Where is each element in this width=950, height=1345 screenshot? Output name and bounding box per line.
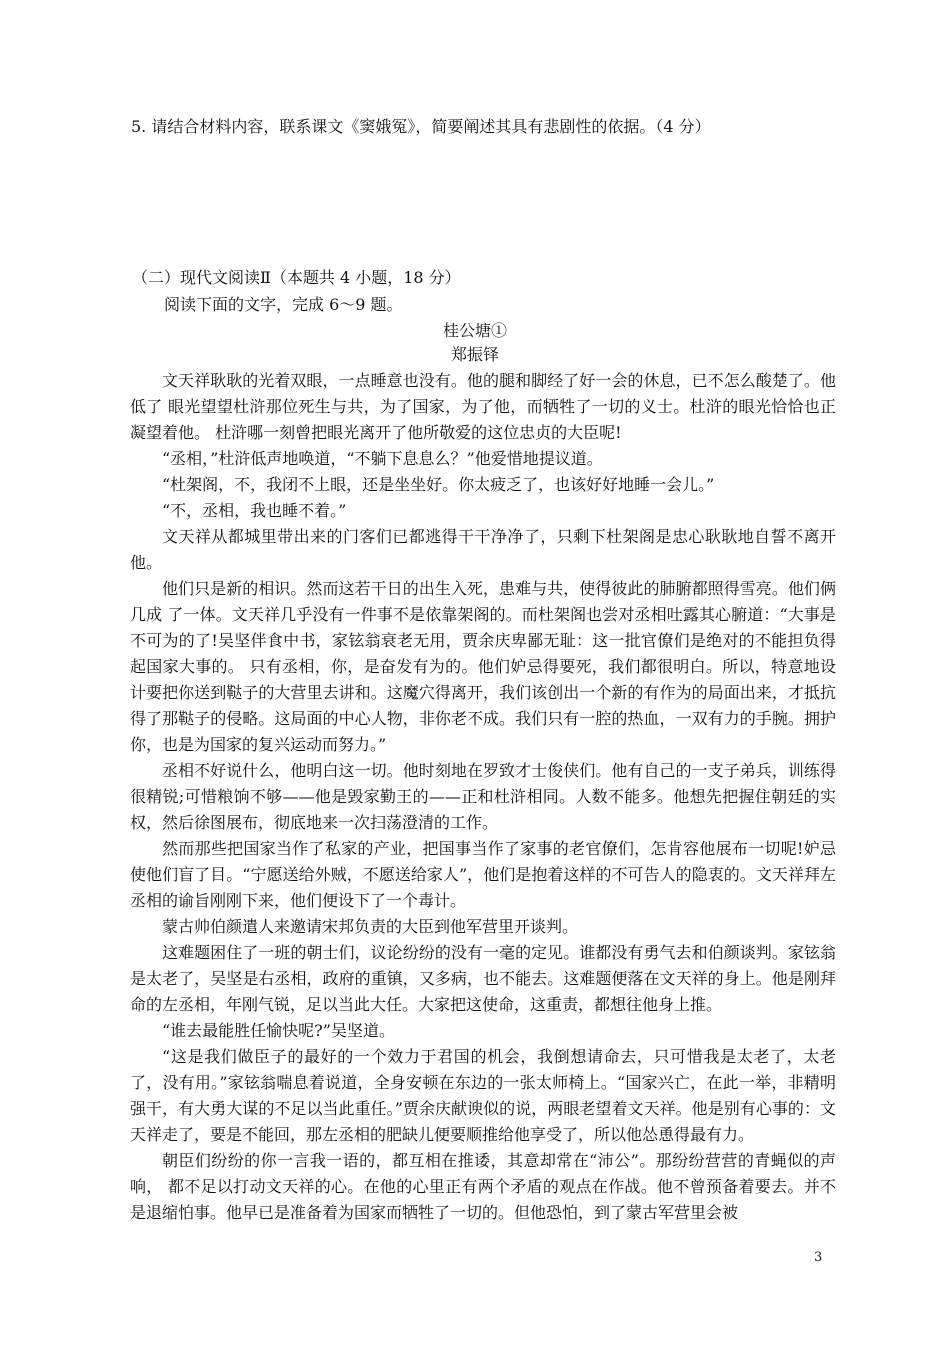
section-instruction: 阅读下面的文字，完成 6～9 题。 [164, 295, 403, 314]
paragraph-1: 文天祥耿耿的光着双眼，一点睡意也没有。他的腿和脚经了好一会的休息，已不怎么酸楚了。他低了 眼光望望杜浒那位死生与共，为了国家，为了他，而牺牲了一切的义士。杜浒的眼光恰恰也正凝望着他。 杜浒哪一刻曾把眼光离开了他所敬爱的这位忠贞的大臣呢! [130, 371, 836, 442]
paragraph-2: “丞相，”杜浒低声地唤道，“不躺下息息么？”他爱惜地提议道。 [162, 449, 603, 468]
paragraph-12: “这是我们做臣子的最好的一个效力于君国的机会，我倒想请命去，只可惜我是太老了，太老了，没有用。”家铉翁喘息着说道，全身安顿在东边的一张太师椅上。“国家兴亡，在此一举，非精明强干，有大勇大谋的不足以当此重任。”贾余庆献谀似的说，两眼老望着文天祥。他是别有心事的：文天祥走了，要是不能回，那左丞相的肥缺儿便要顺推给他享受了，所以他怂恿得最有力。 [130, 1047, 836, 1144]
article-body [130, 368, 836, 1226]
paragraph-6: 他们只是新的相识。然而这若干日的出生入死，患难与共，使得彼此的肺腑都照得雪亮。他们俩几成 了一体。文天祥几乎没有一件事不是依靠架阁的。而杜架阁也尝对丞相吐露其心腑道：“大事是不可为的了!吴坚伴食中书，家铉翁衰老无用，贾余庆卑鄙无耻：这一批官僚们是绝对的不能担负得起国家大事的。 只有丞相，你，是奋发有为的。他们妒忌得要死，我们都很明白。所以，特意地设计要把你送到鞑子的大营里去讲和。这魔穴得离开，我们该创出一个新的有作为的局面出来，才抵抗得了那鞑子的侵略。这局面的中心人物，非你老不成。我们只有一腔的热血，一双有力的手腕。拥护你，也是为国家的复兴运动而努力。” [130, 579, 836, 754]
section-heading: （二）现代文阅读Ⅱ（本题共 4 小题，18 分） [132, 268, 461, 287]
paragraph-5: 文天祥从都城里带出来的门客们已都逃得干干净净了，只剩下杜架阁是忠心耿耿地自誓不离开他。 [130, 527, 836, 572]
question-5: 5. 请结合材料内容，联系课文《窦娥冤》，简要阐述其具有悲剧性的依据。（4 分） [131, 117, 711, 136]
paragraph-7: 丞相不好说什么，他明白这一切。他时刻地在罗致才士俊侠们。他有自己的一支子弟兵，训练得很精锐;可惜粮饷不够——他是毁家勤王的——正和杜浒相同。人数不能多。他想先把握住朝廷的实权，然后徐图展布，彻底地来一次扫荡澄清的工作。 [130, 761, 836, 832]
paragraph-9: 蒙古帅伯颜遣人来邀请宋邦负责的大臣到他军营里开谈判。 [162, 917, 579, 936]
paragraph-13: 朝臣们纷纷的你一言我一语的，都互相在推诿，其意却常在“沛公”。那纷纷营营的青蝇似的声响， 都不足以打动文天祥的心。在他的心里正有两个矛盾的观点在作战。他不曾预备着要去。并不是退缩怕事。他早已是准备着为国家而牺牲了一切的。但他恐怕，到了蒙古军营里会被 [130, 1151, 836, 1222]
page-number: 3 [814, 1250, 823, 1265]
paragraph-4: “不，丞相，我也睡不着。” [162, 501, 347, 520]
paragraph-11: “谁去最能胜任愉快呢?”吴坚道。 [162, 1021, 395, 1040]
paragraph-8: 然而那些把国家当作了私家的产业，把国事当作了家事的老官僚们，怎肯容他展布一切呢!妒忌使他们盲了目。“宁愿送给外贼，不愿送给家人”，他们是抱着这样的不可告人的隐衷的。文天祥拜左丞相的谕旨刚刚下来，他们便设下了一个毒计。 [130, 839, 836, 910]
paragraph-3: “杜架阁，不，我闭不上眼，还是坐坐好。你太疲乏了，也该好好地睡一会儿。” [162, 475, 715, 494]
article-title: 桂公塘① [442, 321, 507, 340]
article-author: 郑振铎 [450, 345, 499, 364]
paragraph-10: 这难题困住了一班的朝士们，议论纷纷的没有一毫的定见。谁都没有勇气去和伯颜谈判。家铉翁是太老了，吴坚是右丞相，政府的重镇，又多病，也不能去。这难题便落在文天祥的身上。他是刚拜命的左丞相，年刚气锐，足以当此大任。大家把这使命，这重责，都想往他身上推。 [130, 943, 836, 1014]
